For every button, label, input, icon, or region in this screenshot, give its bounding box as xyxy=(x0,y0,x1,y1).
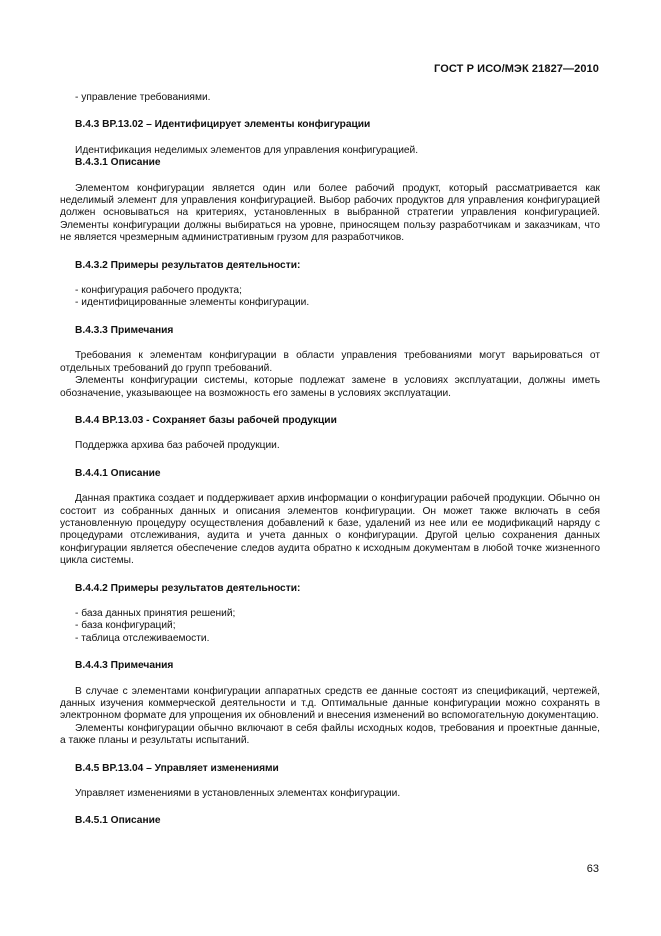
list-item: - управление требованиями. xyxy=(75,92,211,103)
list-item: - конфигурация рабочего продукта; xyxy=(75,285,242,297)
paragraph: Поддержка архива баз рабочей продукции. xyxy=(75,440,280,452)
paragraph: Управляет изменениями в установленных элементах конфигурации. xyxy=(75,788,401,800)
paragraph: Элементом конфигурации является один или более рабочий продукт, который рассматривается как неделимый элемент для управления конфигурацией. Выбор рабочих продуктов для управления конфигурацией должен основываться на критериях, установленных в выбранной стратегии управления конфигурацией. Элементы конфигурации должны выбираться на уровне, приносящем пользу разработчикам и заказчикам, что не является чрезмерным административным грузом для разработчиков. xyxy=(60,182,600,244)
section-heading-b432: B.4.3.2 Примеры результатов деятельности: xyxy=(75,259,301,271)
section-heading-b43: B.4.3 BP.13.02 – Идентифицирует элементы конфигурации xyxy=(75,119,371,131)
section-heading-b433: B.4.3.3 Примечания xyxy=(75,324,174,336)
paragraph: Данная практика создает и поддерживает архив информации о конфигурации рабочей продукции. Обычно он состоит из собранных данных и описания элементов конфигурации. Он может также включать в себя установленную процедуру осуществления добавлений к базе, удалений из нее или ее модификаций наряду с процедурами отслеживания, аудита и учета данных о конфигурации. Другой целью сохранения данных конфигурации является обеспечение следов аудита обратно к исходным документам в любой точке жизненного цикла системы. xyxy=(60,493,600,567)
paragraph: Элементы конфигурации обычно включают в себя файлы исходных кодов, требования и проектные данные, а также планы и результаты испытаний. xyxy=(60,722,600,747)
section-heading-b431: B.4.3.1 Описание xyxy=(75,157,161,169)
standard-header: ГОСТ Р ИСО/МЭК 21827—2010 xyxy=(434,63,599,75)
list-item: - идентифицированные элементы конфигурации. xyxy=(75,297,310,309)
list-item: - таблица отслеживаемости. xyxy=(75,632,210,644)
section-heading-b443: B.4.4.3 Примечания xyxy=(75,660,174,672)
paragraph: В случае с элементами конфигурации аппаратных средств ее данные состоят из спецификаций, чертежей, данных изучения коммерческой деятельности и т.д. Оптимальные данные конфигурации можно сохранять в электронном формате для упрощения их обновлений и внесения изменений во вспомогательную документацию. xyxy=(60,685,600,722)
section-heading-b441: B.4.4.1 Описание xyxy=(75,467,161,479)
paragraph: Элементы конфигурации системы, которые подлежат замене в условиях эксплуатации, должны иметь обозначение, указывающее на возможность его замены в условиях эксплуатации. xyxy=(60,375,600,399)
paragraph: Требования к элементам конфигурации в области управления требованиями могут варьироваться от отдельных требований до групп требований. xyxy=(60,350,600,374)
section-heading-b45: B.4.5 BP.13.04 – Управляет изменениями xyxy=(75,762,279,774)
section-heading-b451: B.4.5.1 Описание xyxy=(75,815,161,827)
page-number: 63 xyxy=(586,863,599,875)
paragraph: Идентификация неделимых элементов для управления конфигурацией. xyxy=(75,144,419,156)
list-item: - база данных принятия решений; xyxy=(75,607,236,619)
list-item: - база конфигураций; xyxy=(75,620,176,632)
section-heading-b44: B.4.4 BP.13.03 - Сохраняет базы рабочей продукции xyxy=(75,414,337,426)
section-heading-b442: B.4.4.2 Примеры результатов деятельности: xyxy=(75,582,301,594)
document-body xyxy=(60,92,600,828)
